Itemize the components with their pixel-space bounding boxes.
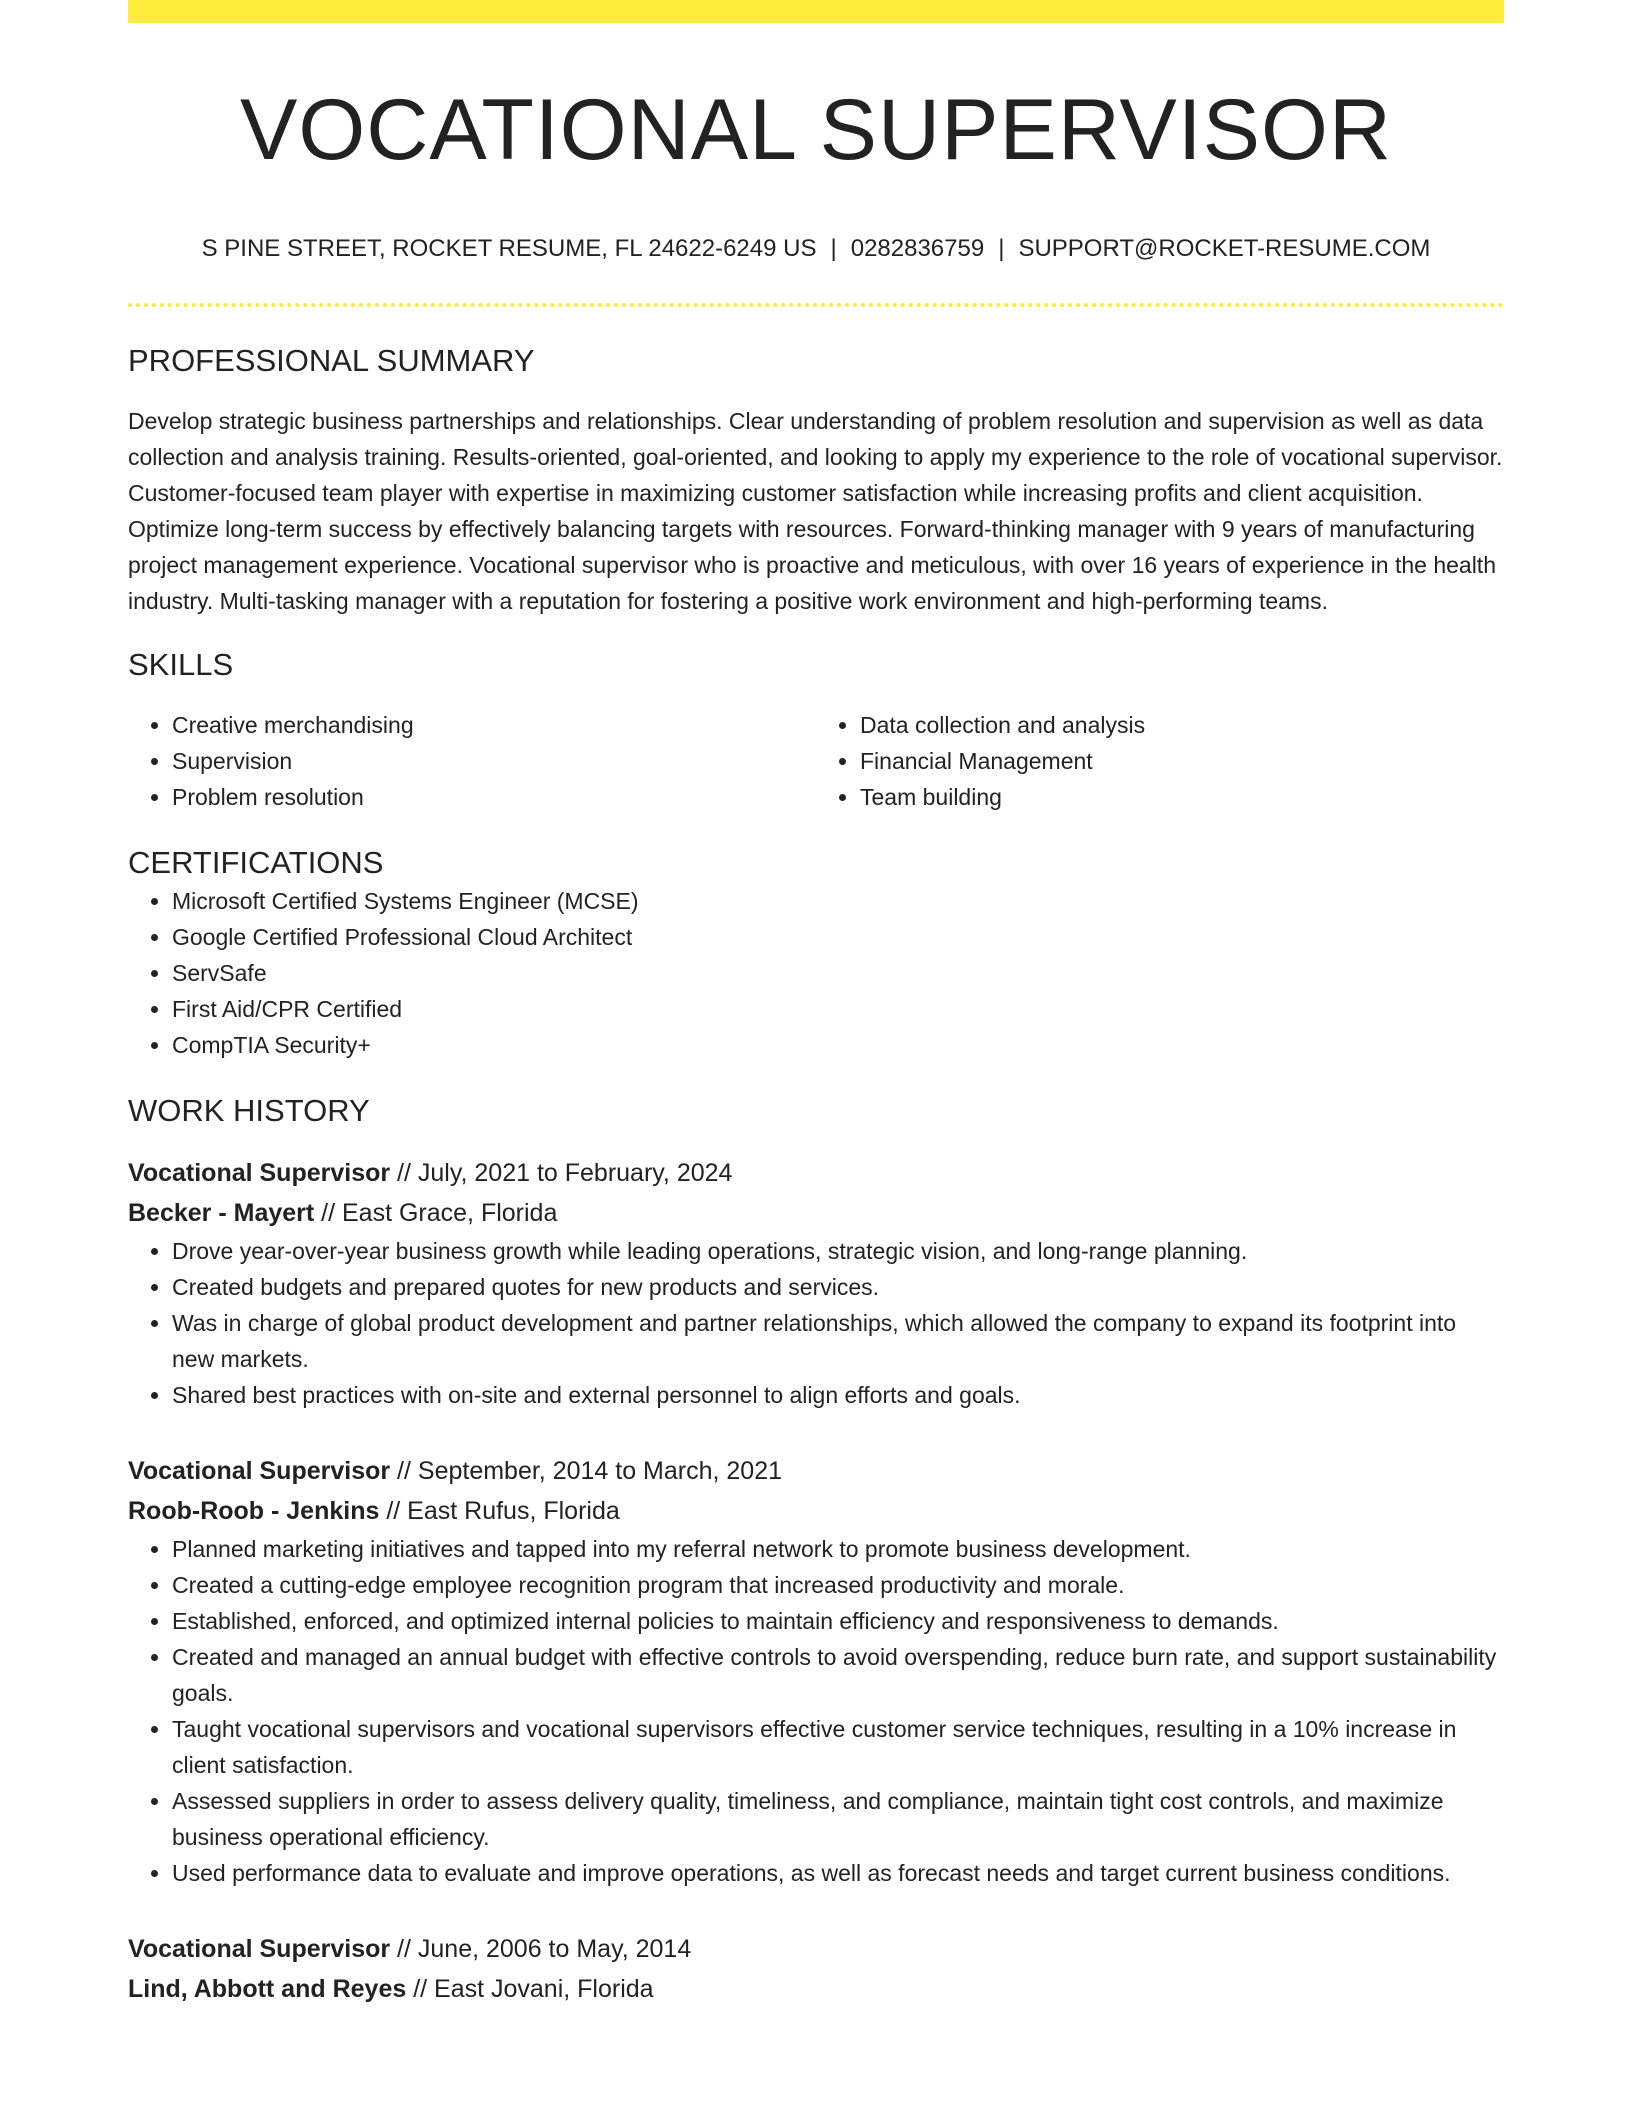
job-entry	[128, 1153, 1504, 1413]
candidate-name: VOCATIONAL SUPERVISOR	[239, 82, 1393, 178]
job-entry	[128, 1451, 1504, 1891]
header-divider	[128, 303, 1504, 307]
job-bullet: • Was in charge of global product development and partner relationships, which allowed the company to expand its footprint into new markets.	[172, 1305, 1504, 1377]
job-title-line	[128, 1451, 1504, 1491]
skill-item: • Supervision	[172, 743, 816, 779]
job-company: Roob-Roob - Jenkins	[128, 1497, 380, 1525]
job-bullet: • Created budgets and prepared quotes for new products and services.	[172, 1269, 1504, 1305]
certification-item: • Microsoft Certified Systems Engineer (MCSE)	[172, 883, 1504, 919]
resume-content	[128, 0, 1504, 2009]
job-bullet: • Used performance data to evaluate and improve operations, as well as forecast needs and target current business conditions.	[172, 1855, 1504, 1891]
job-title: Vocational Supervisor	[128, 1159, 391, 1187]
job-bullet-list	[128, 1233, 1504, 1413]
contact-email: SUPPORT@ROCKET-RESUME.COM	[1018, 235, 1431, 262]
certification-item: • Google Certified Professional Cloud Architect	[172, 919, 1504, 955]
job-company-line	[128, 1969, 1504, 2009]
summary-heading: PROFESSIONAL SUMMARY	[128, 343, 535, 378]
job-title: Vocational Supervisor	[128, 1935, 391, 1963]
job-bullet: • Assessed suppliers in order to assess delivery quality, timeliness, and compliance, maintain tight cost controls, and maximize business operational efficiency.	[172, 1783, 1504, 1855]
certification-item: • First Aid/CPR Certified	[172, 991, 1504, 1027]
job-title-line	[128, 1153, 1504, 1193]
job-bullet-list	[128, 1531, 1504, 1891]
job-location: // East Grace, Florida	[314, 1199, 558, 1227]
job-bullet: • Established, enforced, and optimized internal policies to maintain efficiency and responsiveness to demands.	[172, 1603, 1504, 1639]
job-entry	[128, 1929, 1504, 2009]
summary-text: Develop strategic business partnerships and relationships. Clear understanding of problem resolution and supervision as well as data collection and analysis training. Results-oriented, goal-oriented, and looking to apply my experience to the role of vocational supervisor. Customer-focused team player with expertise in maximizing customer satisfaction while increasing profits and client acquisition. Optimize long-term success by effectively balancing targets with resources. Forward-thinking manager with 9 years of manufacturing project management experience. Vocational supervisor who is proactive and meticulous, with over 16 years of experience in the health industry. Multi-tasking manager with a reputation for fostering a positive work environment and high-performing teams.	[128, 408, 1503, 614]
job-location: // East Jovani, Florida	[406, 1975, 654, 2003]
job-location: // East Rufus, Florida	[379, 1497, 620, 1525]
skill-item: • Team building	[860, 779, 1504, 815]
skill-item: • Financial Management	[860, 743, 1504, 779]
job-company: Becker - Mayert	[128, 1199, 315, 1227]
contact-separator: |	[830, 235, 837, 262]
job-company: Lind, Abbott and Reyes	[128, 1975, 407, 2003]
certifications-heading: CERTIFICATIONS	[128, 845, 384, 880]
certifications-list	[128, 883, 1504, 1063]
skill-item: • Problem resolution	[172, 779, 816, 815]
job-bullet: • Drove year-over-year business growth while leading operations, strategic vision, and long-range planning.	[172, 1233, 1504, 1269]
job-dates: // September, 2014 to March, 2021	[390, 1457, 783, 1485]
skills-list-right	[816, 707, 1504, 815]
contact-phone: 0282836759	[850, 235, 985, 262]
job-bullet: • Created a cutting-edge employee recognition program that increased productivity and morale.	[172, 1567, 1504, 1603]
skills-list-left	[128, 707, 816, 815]
skill-item: • Data collection and analysis	[860, 707, 1504, 743]
job-dates: // July, 2021 to February, 2024	[390, 1159, 733, 1187]
job-title: Vocational Supervisor	[128, 1457, 391, 1485]
job-title-line	[128, 1929, 1504, 1969]
skill-item: • Creative merchandising	[172, 707, 816, 743]
work-history-heading: WORK HISTORY	[128, 1093, 370, 1128]
job-bullet: • Taught vocational supervisors and vocational supervisors effective customer service techniques, resulting in a 10% increase in client satisfaction.	[172, 1711, 1504, 1783]
job-bullet: • Shared best practices with on-site and external personnel to align efforts and goals.	[172, 1377, 1504, 1413]
skills-columns	[128, 707, 1504, 815]
job-dates: // June, 2006 to May, 2014	[390, 1935, 692, 1963]
contact-line	[128, 234, 1504, 264]
certification-item: • CompTIA Security+	[172, 1027, 1504, 1063]
skills-heading: SKILLS	[128, 647, 234, 682]
certification-item: • ServSafe	[172, 955, 1504, 991]
contact-separator: |	[998, 235, 1005, 262]
job-bullet: • Planned marketing initiatives and tapped into my referral network to promote business development.	[172, 1531, 1504, 1567]
job-company-line	[128, 1491, 1504, 1531]
contact-address: S PINE STREET, ROCKET RESUME, FL 24622-6249 US	[201, 235, 817, 262]
job-bullet: • Created and managed an annual budget with effective controls to avoid overspending, reduce burn rate, and support sustainability goals.	[172, 1639, 1504, 1711]
job-company-line	[128, 1193, 1504, 1233]
